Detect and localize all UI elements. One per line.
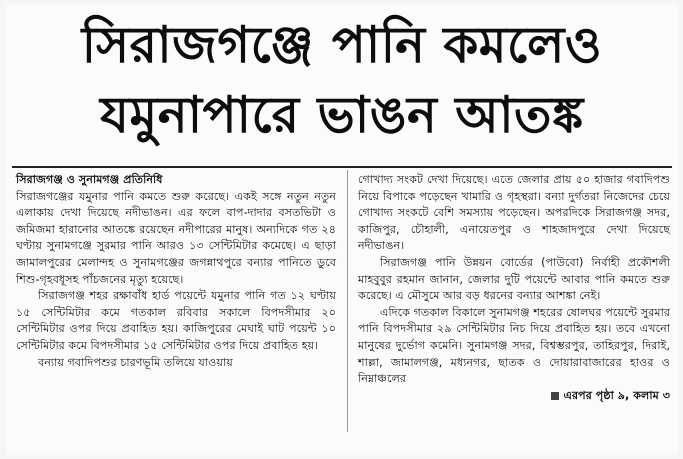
paragraph: বন্যায় গবাদিপশুর চারণভূমি তলিয়ে যাওয়ায় — [38, 355, 233, 369]
headline-line-1: সিরাজগঞ্জে পানি কমলেও — [81, 16, 603, 74]
headline-line-2: যমুনাপারে ভাঙন আতঙ্ক — [100, 86, 584, 144]
continuation-note — [358, 388, 670, 405]
article-column-right — [358, 172, 670, 404]
square-bullet-icon — [551, 392, 559, 400]
paragraph: সিরাজগঞ্জের যমুনার পানি কমতে শুরু করেছে। একই সঙ্গে নতুন নতুন এলাকায় দেখা দিয়েছে নদীভাঙন। এর ফলে বাপ-দাদার বসতভিটা ও জমিজমা হারানোর আতঙ্কে রয়েছেন নদীপারের মানুষ। অন্যদিকে গত ২৪ ঘণ্টায় সুনামগঞ্জে সুরমার পানি আরও ১৩ সেন্টিমিটার কমেছে। এ ছাড়া জামালপুরের মেলান্দহ ও সুনামগঞ্জের জগন্নাথপুরে বন্যার পানিতে ডুবে শিশু-গৃহবধূসহ পাঁচজনের মৃত্যু হয়েছে। — [16, 189, 336, 286]
headline-rule — [12, 166, 672, 168]
article-column-left — [16, 172, 336, 371]
paragraph: সিরাজগঞ্জ শহর রক্ষাবাঁধ হার্ড পয়েন্টে যমুনার পানি গত ১২ ঘণ্টায় ১৫ সেন্টিমিটার কমে গতকাল রবিবার সকালে বিপদসীমার ২০ সেন্টিমিটার ওপর দিয়ে প্রবাহিত হয়। কাজিপুরের মেঘাই ঘাট পয়েন্ট ১০ সেন্টিমিটার কমে বিপদসীমার ১৫ সেন্টিমিটার ওপর দিয়ে প্রবাহিত হয়। — [16, 289, 336, 352]
paragraph: এদিকে গতকাল বিকালে সুনামগঞ্জ শহরের ষোলঘর পয়েন্টে সুরমার পানি বিপদসীমার ২৯ সেন্টিমিটার নিচ দিয়ে প্রবাহিত হয়। তবে এখনো মানুষের দুর্ভোগ কমেনি। সুনামগঞ্জ সদর, বিশ্বম্ভরপুর, তাহিরপুর, দিরাই, শাল্লা, জামালগঞ্জ, মধ্যনগর, ছাতক ও দোয়ারাবাজারের হাওর ও নিম্নাঞ্চলের — [358, 305, 670, 386]
paragraph: সিরাজগঞ্জ পানি উন্নয়ন বোর্ডের (পাউবো) নির্বাহী প্রকৌশলী মাহবুবুর রহমান জানান, জেলার দুটি পয়েন্টে আবার পানি কমতে শুরু করেছে। এ মৌসুমে আর বড় ধরনের বন্যার আশঙ্কা নেই। — [358, 255, 670, 303]
column-divider — [347, 170, 348, 432]
byline: সিরাজগঞ্জ ও সুনামগঞ্জ প্রতিনিধি — [16, 173, 163, 186]
paragraph: গোখাদ্য সংকট দেখা দিয়েছে। এতে জেলার প্রায় ৫০ হাজার গবাদিপশু নিয়ে বিপাকে পড়েছেন খামারি ও গৃহস্থরা। বন্যা দুর্গতরা নিজেদের চেয়ে গোখাদ্য সংকটে বেশি সমস্যায় পড়েছেন। অপরদিকে সিরাজগঞ্জ সদর, কাজিপুর, চৌহালী, এনায়েতপুর ও শাহজাদপুরে দেখা দিয়েছে নদীভাঙন। — [358, 173, 670, 253]
newspaper-clipping — [6, 4, 678, 453]
continuation-text: এরপর পৃষ্ঠা ৯, কলাম ৩ — [563, 388, 670, 402]
